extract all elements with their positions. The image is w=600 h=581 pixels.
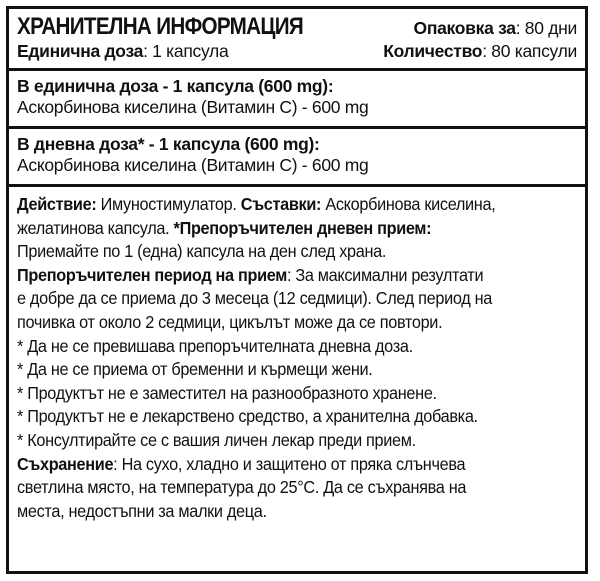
storage-value-cont-1: светлина място, на температура до 25°С. Да се съхранява на [17,477,467,498]
unit-dose [17,41,228,62]
unit-dose-ingredient: Аскорбинова киселина (Витамин С) - 600 mg [17,97,369,117]
quantity-label: Количество [383,41,483,61]
unit-dose-value: : 1 капсула [143,41,229,61]
warning-item: * Да не се превишава препоръчителната дневна доза. [17,335,413,356]
period-value-cont-2: почивка от около 2 седмици, цикълът може да се повтори. [17,311,443,332]
nutrition-info-label [6,6,588,574]
ingredients-label: Съставки: [240,194,322,214]
recommended-intake-label: *Препоръчителен дневен прием: [173,217,432,238]
warning-item: * Продуктът не е лекарствено средство, а хранителна добавка. [17,406,478,427]
unit-dose-heading: В единична доза - 1 капсула (600 mg): [17,76,334,96]
storage-label: Съхранение [17,453,114,474]
action-value: Имуностимулатор. [96,194,237,214]
daily-dose-ingredient: Аскорбинова киселина (Витамин С) - 600 mg [17,155,369,175]
unit-dose-label: Единична доза [17,41,144,61]
warning-item: * Да не се приема от бременни и кърмещи жени. [17,359,373,380]
action-label: Действие: [17,194,97,214]
package-duration [414,18,577,39]
warning-item: * Продуктът не е заместител на разнообразното хранене. [17,382,437,403]
quantity-value: : 80 капсули [482,41,577,61]
period-value-cont-1: е добре да се приема до 3 месеца (12 седмици). След период на [17,288,492,309]
unit-dose-section [9,71,585,129]
period-value: : За максимални резултати [286,264,484,285]
label-title: ХРАНИТЕЛНА ИНФОРМАЦИЯ [17,13,304,40]
package-duration-label: Опаковка за [413,18,516,38]
daily-dose-section [9,129,585,187]
period-label: Препоръчителен период на прием [17,264,287,285]
recommended-intake-value: Приемайте по 1 (една) капсула на ден след храна. [17,241,387,262]
warning-item: * Консултирайте се с вашия личен лекар преди прием. [17,429,416,450]
storage-value: : На сухо, хладно и защитено от пряка слънчева [113,453,466,474]
quantity [383,41,577,62]
details-section [9,187,585,523]
package-duration-value: : 80 дни [515,18,577,38]
daily-dose-heading: В дневна доза* - 1 капсула (600 mg): [17,134,320,154]
ingredients-value: Аскорбинова киселина, [321,194,496,214]
storage-value-cont-2: места, недостъпни за малки деца. [17,500,267,521]
header-section [9,9,585,71]
ingredients-value-cont: желатинова капсула. [17,217,170,238]
